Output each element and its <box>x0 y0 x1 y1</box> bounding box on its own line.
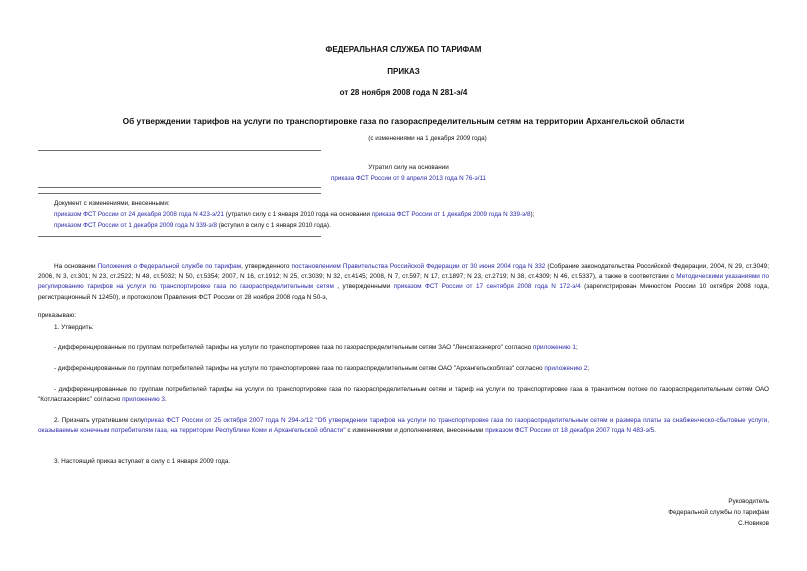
order-item-3: 3. Настоящий приказ вступает в силу с 1 января 2009 года. <box>54 458 231 465</box>
doc-type-heading: ПРИКАЗ <box>387 67 420 76</box>
amend-order-link-339[interactable]: приказа ФСТ России от 1 декабря 2009 года N 339-э/8 <box>371 211 531 218</box>
regulation-link[interactable]: Положения о Федеральной службе по тарифам <box>97 263 242 270</box>
signature-name: С.Новиков <box>738 520 769 527</box>
changes-item-2: приказом ФСТ России от 1 декабря 2009 года N 339-э/8 (вступил в силу с 1 января 2010 года). <box>54 222 331 229</box>
repealed-order-294-link[interactable]: приказ ФСТ России от 25 октября 2007 года N 294-э/12 "Об утверждении тарифов на услуги по транспортировке газа по газораспределительным сетям и размера платы за снабженческо-сбытовые услуги, оказываемые конечным потребителям газа, на территории Республики Коми и Архангельской области" <box>38 417 770 435</box>
signature-agency: Федеральной службы по тарифам <box>668 509 769 516</box>
changes-item-1: приказом ФСТ России от 24 декабря 2008 года N 423-э/21 (утратил силу с 1 января 2010 года на основании приказа ФСТ России от 1 декабря 2009 года N 339-э/8); <box>54 211 535 218</box>
guidelines-link[interactable]: Методическими указаниями по регулированию тарифов на услуги по транспортировке газа по газораспределительным сетям <box>38 273 769 291</box>
doc-title: Об утверждении тарифов на услуги по транспортировке газа по газораспределительным сетям на территории Архангельской области <box>122 116 685 126</box>
agency-heading: ФЕДЕРАЛЬНАЯ СЛУЖБА ПО ТАРИФАМ <box>325 45 482 54</box>
amend-order-link-423[interactable]: приказом ФСТ России от 24 декабря 2008 года N 423-э/21 <box>54 211 224 218</box>
repeal-order-link[interactable]: приказа ФСТ России от 9 апреля 2013 года N 76-э/11 <box>330 175 486 182</box>
divider <box>38 236 321 237</box>
amend-order-link-339b[interactable]: приказом ФСТ России от 1 декабря 2009 года N 339-э/8 <box>54 222 217 229</box>
order-item-1: 1. Утвердить: <box>54 324 94 331</box>
divider <box>38 150 321 151</box>
appendix-1-link[interactable]: приложению 1 <box>533 344 576 351</box>
order-483-link[interactable]: приказом ФСТ России от 18 декабря 2007 года N 483-э/5 <box>485 427 655 435</box>
prikazyvayu-line: приказываю: <box>38 312 76 319</box>
changes-intro: Документ с изменениями, внесенными: <box>54 200 170 207</box>
status-line: Утратил силу на основании <box>368 164 449 171</box>
order-item-2: 2. Признать утратившим силуприказ ФСТ России от 25 октября 2007 года N 294-э/12 "Об утверждении тарифов на услуги по транспортировке газа по газораспределительным сетям и размера платы за снабженческо-сбытовые услуги, оказываемые конечным потребителям газа, на территории Республики Коми и Архангельской области" с изменениями и дополнениями, внесенными приказом ФСТ России от 18 декабря 2007 года N 483-э/5. <box>38 417 770 435</box>
amendment-note: (с изменениями на 1 декабря 2009 года) <box>368 135 487 142</box>
basis-paragraph: На основании Положения о Федеральной службе по тарифам, утвержденного постановлением Правительства Российской Федерации от 30 июня 2004 года N 332 (Собрание законодательства Российской Федерации, 2004, N 29, ст.3049; 2006, N 3, ст.301; N 23, ст.2522; N 48, ст.5032; N 50, ст.5354; 2007, N 16, ст.1912; N 25, ст.3039; N 32, ст.4145; 2008, N 7, ст.597; N 17, ст.1897; N 23, ст.2719; N 38, ст.4309; N 46, ст.5337), а также в соответствии с Методическими указаниями по регулированию тарифов на услуги по транспортировке газа по газораспределительным сетям , утвержденными приказом ФСТ России от 17 сентября 2008 года N 172-э/4 (зарегистрирован Минюстом России 10 октября 2008 года, регистрационный N 12450), и протоколом Правления ФСТ России от 28 ноября 2008 года N 50-э, <box>38 263 770 301</box>
sub-item-3: - дифференцированные по группам потребителей тарифы на услуги по транспортировке газа по газораспределительным сетям и тариф на услуги по транспортировке газа в транзитном потоке по газораспределительным сетям ОАО "Котласгазсервис" согласно приложению 3. <box>38 386 769 404</box>
divider <box>38 193 321 194</box>
government-resolution-link[interactable]: постановлением Правительства Российской Федерации от 30 июня 2004 года N 332 <box>291 263 546 270</box>
divider <box>38 187 321 188</box>
signature-title: Руководитель <box>728 498 769 505</box>
sub-item-2: - дифференцированные по группам потребителей тарифы на услуги по транспортировке газа по газораспределительным сетям ОАО "Архангельскоблгаз" согласно приложению 2; <box>54 365 590 372</box>
sub-item-1: - дифференцированные по группам потребителей тарифы на услуги по транспортировке газа по газораспределительным сетям ЗАО "Ленскгазэнерго" согласно приложению 1; <box>54 344 578 351</box>
appendix-2-link[interactable]: приложению 2 <box>544 365 588 372</box>
appendix-3-link[interactable]: приложению 3 <box>122 396 165 404</box>
order-172-link[interactable]: приказом ФСТ России от 17 сентября 2008 года N 172-э/4 <box>393 283 581 291</box>
doc-date-number: от 28 ноября 2008 года N 281-э/4 <box>339 88 468 97</box>
